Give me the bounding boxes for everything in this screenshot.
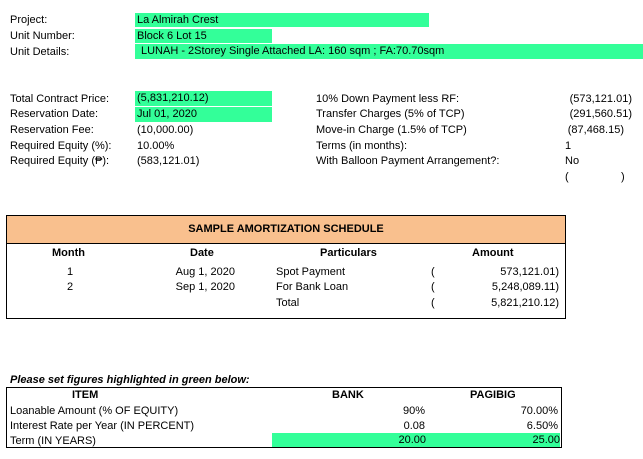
transfer-charges-value: (291,560.51) [569,108,632,120]
balloon-label: With Balloon Payment Arrangement?: [316,155,500,167]
schedule-row-amount: 5,248,089.11) [491,281,559,293]
amortization-schedule-title: SAMPLE AMORTIZATION SCHEDULE [6,215,566,244]
movein-charge-label: Move-in Charge (1.5% of TCP) [316,124,467,136]
schedule-row-month: 1 [66,266,74,278]
down-payment-label: 10% Down Payment less RF: [316,93,460,105]
schedule-row-particulars: For Bank Loan [276,281,349,293]
schedule-total-amount: 5,821,210.12) [491,297,559,309]
financing-row-item: Term (IN YEARS) [10,435,96,447]
schedule-row-date: Sep 1, 2020 [175,281,235,293]
schedule-row-date: Aug 1, 2020 [175,266,235,278]
financing-col-bank: BANK [332,389,364,401]
total-contract-price-label: Total Contract Price: [10,93,110,105]
schedule-row-paren: ( [431,266,435,278]
required-equity-peso-value: (583,121.01) [137,155,200,167]
financing-row-pagibig[interactable]: 70.00% [520,405,558,417]
financing-row-bank[interactable]: 90% [402,405,425,417]
required-equity-pct-label: Required Equity (%): [10,140,112,152]
reservation-fee-value: (10,000.00) [137,124,194,136]
unit-number-label: Unit Number: [10,30,75,42]
reservation-fee-label: Reservation Fee: [10,124,94,136]
schedule-total-label: Total [276,297,300,309]
schedule-row-month: 2 [66,281,74,293]
terms-label: Terms (in months): [316,140,408,152]
total-contract-price-cell[interactable]: (5,831,210.12) [135,91,272,106]
financing-instruction: Please set figures highlighted in green below: [10,374,250,386]
required-equity-peso-label: Required Equity (₱): [10,155,110,167]
col-month-header: Month [52,247,85,259]
financing-row-bank[interactable]: 0.08 [403,420,425,432]
schedule-row-amount: 573,121.01) [500,266,559,278]
movein-charge-value: (87,468.15) [567,124,624,136]
balloon-paren-close: ) [621,171,625,183]
balloon-value: No [565,155,580,167]
schedule-total-paren: ( [431,297,435,309]
financing-row-item: Loanable Amount (% OF EQUITY) [10,405,179,417]
financing-col-item: ITEM [72,389,99,401]
project-label: Project: [10,14,48,26]
down-payment-value: (573,121.01) [569,93,632,105]
financing-row-item: Interest Rate per Year (IN PERCENT) [10,420,195,432]
terms-value: 1 [565,140,572,152]
schedule-row-particulars: Spot Payment [276,266,346,278]
unit-number-value-cell[interactable]: Block 6 Lot 15 [135,29,272,43]
financing-col-pagibig: PAGIBIG [470,389,516,401]
reservation-date-cell[interactable]: Jul 01, 2020 [135,107,272,122]
balloon-paren-open: ( [565,171,569,183]
unit-details-label: Unit Details: [10,46,70,58]
reservation-date-label: Reservation Date: [10,108,99,120]
schedule-row-paren: ( [431,281,435,293]
financing-row-bank-term[interactable]: 20.00 [272,433,426,447]
col-amount-header: Amount [472,247,514,259]
required-equity-pct-value: 10.00% [137,140,175,152]
col-particulars-header: Particulars [320,247,377,259]
financing-row-pagibig-term[interactable]: 25.00 [426,433,560,447]
financing-row-pagibig[interactable]: 6.50% [526,420,558,432]
unit-details-value-cell[interactable]: LUNAH - 2Storey Single Attached LA: 160 sqm ; FA:70.70sqm [135,44,643,59]
project-value-cell[interactable]: La Almirah Crest [135,13,429,27]
transfer-charges-label: Transfer Charges (5% of TCP) [316,108,465,120]
col-date-header: Date [190,247,214,259]
